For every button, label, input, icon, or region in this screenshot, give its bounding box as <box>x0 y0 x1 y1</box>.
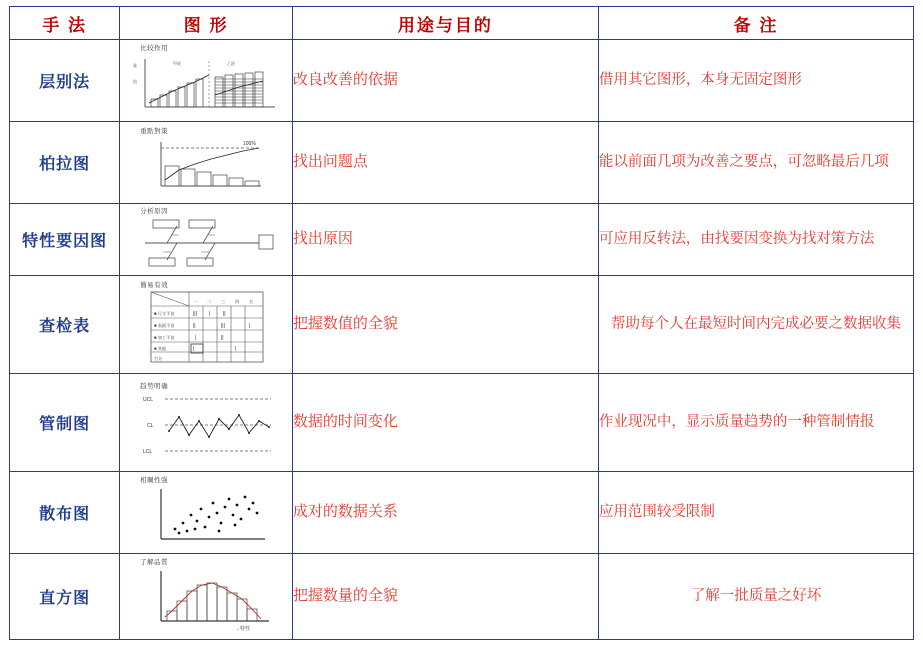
figure-graphic <box>131 216 281 270</box>
method-name: 特性要因图 <box>10 204 120 276</box>
purpose-text: 改良改善的依据 <box>292 40 598 122</box>
figure-title: 簡易有效 <box>140 281 169 289</box>
remark-text: 借用其它图形，本身无固定图形 <box>598 40 913 122</box>
figure-label: 100% <box>243 141 256 148</box>
figure-title: 趋势明确 <box>140 382 169 390</box>
header-figure: 图 形 <box>120 7 293 40</box>
figure-title: 重點對策 <box>140 127 169 135</box>
method-name: 直方图 <box>10 554 120 640</box>
header-remark: 备 注 <box>598 7 913 40</box>
figure-title: 了解品質 <box>140 558 169 566</box>
method-name: 管制图 <box>10 374 120 472</box>
svg-text:|: | <box>235 346 237 353</box>
figure-graphic <box>131 391 281 461</box>
header-method: 手 法 <box>10 7 120 40</box>
table-row <box>10 472 914 554</box>
svg-text:||: || <box>193 323 196 330</box>
table-body <box>10 40 914 640</box>
figure-cell <box>120 554 293 640</box>
histogram-icon <box>126 560 286 634</box>
table-row <box>10 276 914 374</box>
svg-text:三: 三 <box>221 299 226 305</box>
qc-tools-table <box>9 6 914 640</box>
remark-text: 作业现况中，显示质量趋势的一种管制情报 <box>598 374 913 472</box>
table-header-row <box>10 7 914 40</box>
svg-text:|||: ||| <box>193 311 198 318</box>
table-row <box>10 374 914 472</box>
figure-label-lcl: LCL <box>143 449 153 456</box>
svg-text:一: 一 <box>193 299 198 305</box>
method-name: 层别法 <box>10 40 120 122</box>
remark-text: 应用范围较受限制 <box>598 472 913 554</box>
remark-text: 能以前面几项为改善之要点，可忽略最后几项 <box>598 122 913 204</box>
stratified-bar-line-chart-icon <box>126 46 286 116</box>
method-name: 柏拉图 <box>10 122 120 204</box>
purpose-text: 把握数量的全貌 <box>292 554 598 640</box>
table-row <box>10 204 914 276</box>
svg-text:■ 尺寸不良: ■ 尺寸不良 <box>154 311 175 317</box>
svg-text:■ 表面不良: ■ 表面不良 <box>154 323 175 329</box>
table-row <box>10 40 914 122</box>
figure-title: 相關性强 <box>140 476 169 484</box>
figure-axis-label: →特性 <box>235 626 251 633</box>
purpose-text: 找出问题点 <box>292 122 598 204</box>
purpose-text: 把握数值的全貌 <box>292 276 598 374</box>
purpose-text: 找出原因 <box>292 204 598 276</box>
svg-text:■ 加工不良: ■ 加工不良 <box>154 335 175 341</box>
purpose-text: 数据的时间变化 <box>292 374 598 472</box>
figure-graphic <box>131 567 281 633</box>
remark-text: 可应用反转法，由找要因变换为找对策方法 <box>598 204 913 276</box>
figure-label-ucl: UCL <box>143 397 154 404</box>
figure-title: 比较作用 <box>140 44 169 52</box>
svg-text:量: 量 <box>133 63 138 69</box>
svg-text:值: 值 <box>133 79 138 85</box>
svg-text:四: 四 <box>235 299 240 305</box>
svg-text:|: | <box>209 311 211 318</box>
header-purpose: 用途与目的 <box>292 7 598 40</box>
figure-graphic <box>131 53 281 115</box>
figure-graphic <box>131 485 281 547</box>
remark-text: 帮助每个人在最短时间内完成必要之数据收集 <box>598 276 913 374</box>
figure-cell <box>120 40 293 122</box>
svg-text:|: | <box>195 335 197 342</box>
method-name: 查检表 <box>10 276 120 374</box>
svg-text:|||: ||| <box>221 323 226 330</box>
check-sheet-table-icon <box>126 283 286 367</box>
table-header <box>10 7 914 40</box>
svg-text:|: | <box>249 323 251 330</box>
svg-text:乙班: 乙班 <box>227 61 236 67</box>
figure-cell <box>120 122 293 204</box>
figure-cell <box>120 276 293 374</box>
svg-text:甲班: 甲班 <box>173 61 182 67</box>
figure-graphic <box>131 136 281 196</box>
pareto-chart-icon <box>126 129 286 197</box>
control-chart-icon <box>126 384 286 462</box>
qc-seven-tools-sheet <box>9 6 914 640</box>
scatter-plot-icon <box>126 478 286 548</box>
svg-text:合计: 合计 <box>154 356 163 362</box>
svg-text:五: 五 <box>249 299 254 305</box>
remark-text: 了解一批质量之好坏 <box>598 554 913 640</box>
figure-cell <box>120 472 293 554</box>
table-row <box>10 122 914 204</box>
table-row <box>10 554 914 640</box>
method-name: 散布图 <box>10 472 120 554</box>
svg-text:二: 二 <box>207 299 212 305</box>
purpose-text: 成对的数据关系 <box>292 472 598 554</box>
svg-text:|: | <box>193 346 195 353</box>
fishbone-diagram-icon <box>126 209 286 271</box>
svg-text:||: || <box>223 311 226 318</box>
figure-cell <box>120 204 293 276</box>
figure-cell <box>120 374 293 472</box>
figure-title: 分析原因 <box>140 207 169 215</box>
figure-label-cl: CL <box>147 423 154 430</box>
svg-text:||: || <box>221 335 224 342</box>
svg-text:■ 其他: ■ 其他 <box>154 346 167 352</box>
figure-graphic <box>131 290 281 366</box>
